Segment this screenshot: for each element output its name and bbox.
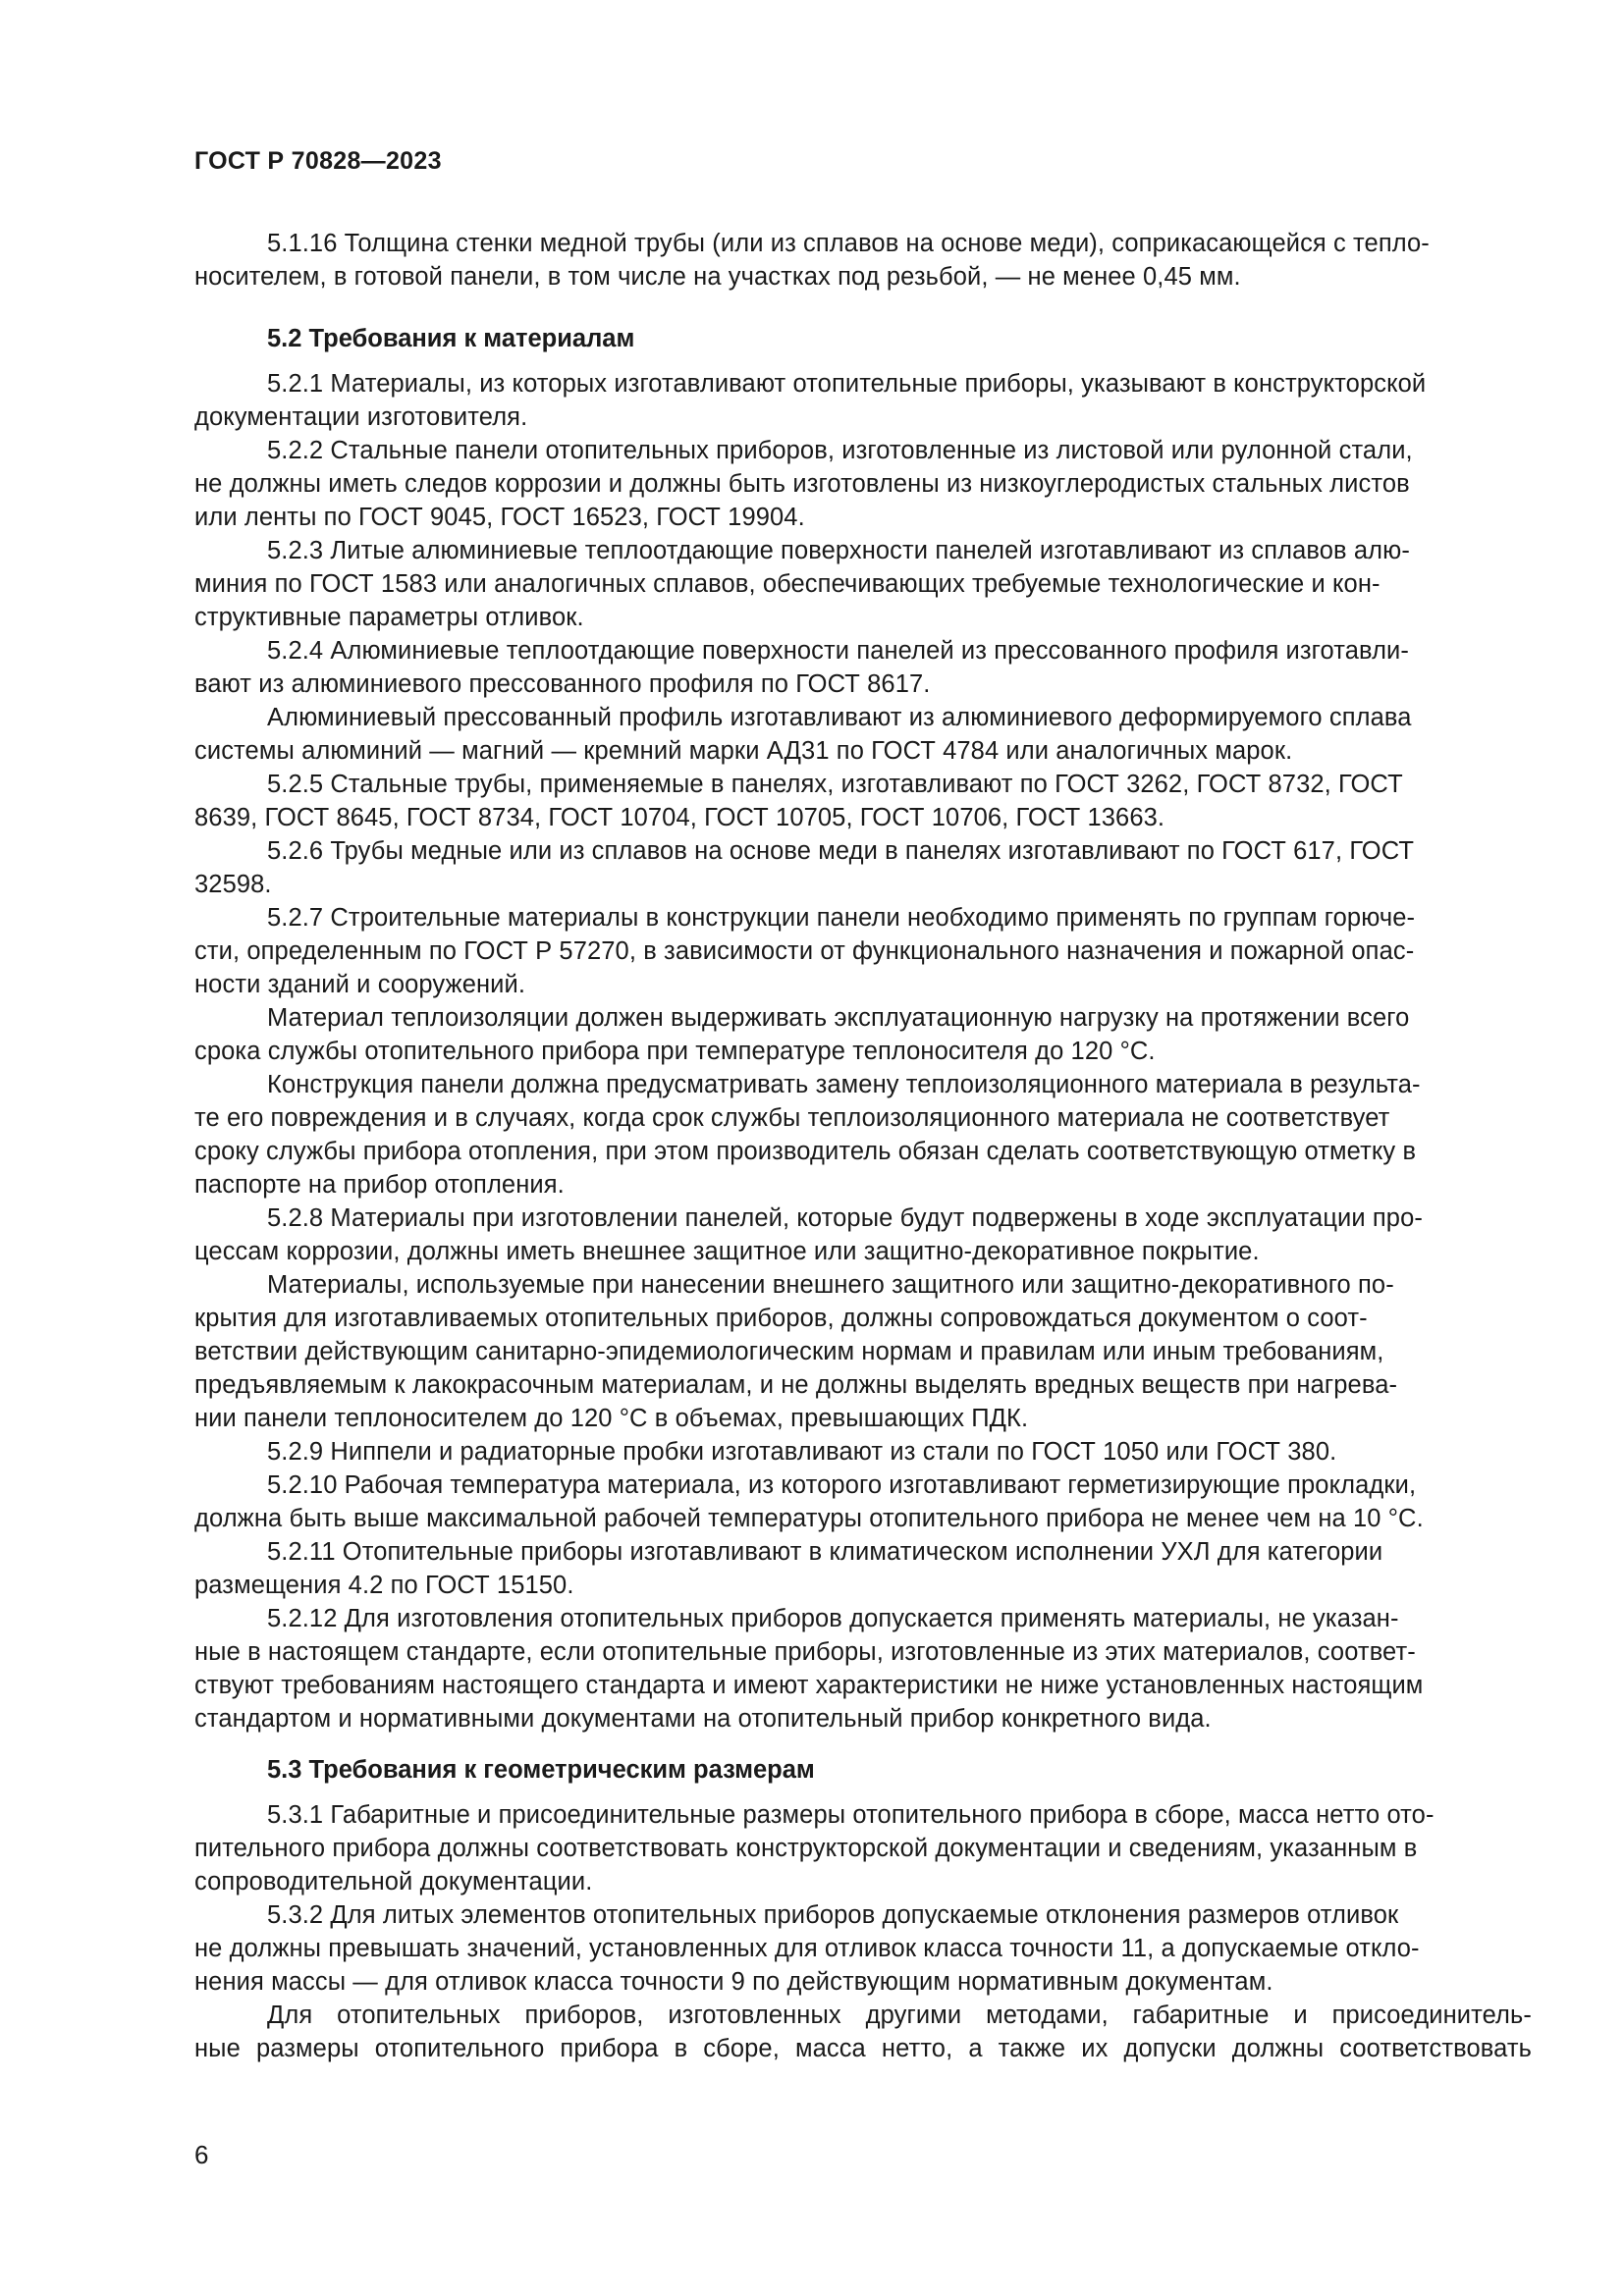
paragraph-5-1-16: 5.1.16 Толщина стенки медной трубы (или из сплавов на основе меди), соприкасающейся с тепло- носителем, в готовой панели, в том числе на участках под резьбой, — не менее 0,45 мм. <box>194 230 1430 291</box>
paragraph-5-2-8: 5.2.8 Материалы при изготовлении панелей, которые будут подвержены в ходе эксплуатации про- цессам коррозии, должны иметь внешнее защитное или защитно-декоративное покрытие. <box>194 1204 1423 1265</box>
paragraph-5-2-9: 5.2.9 Ниппели и радиаторные пробки изготавливают из стали по ГОСТ 1050 или ГОСТ 380. <box>267 1438 1337 1466</box>
document-id-header: ГОСТ Р 70828—2023 <box>194 147 442 175</box>
section-heading-5-2: 5.2 Требования к материалам <box>267 325 635 352</box>
paragraph-5-2-3: 5.2.3 Литые алюминиевые теплоотдающие поверхности панелей изготавливают из сплавов алю- миния по ГОСТ 1583 или аналогичных сплавов, обеспечивающих требуемые технологические и кон- структивные параметры отливок. <box>194 537 1410 631</box>
paragraph-5-2-7: 5.2.7 Строительные материалы в конструкции панели необходимо применять по группам горюче- сти, определенным по ГОСТ Р 57270, в зависимости от функционального назначения и пожарной опас- ности зданий и сооружений. <box>194 904 1416 998</box>
paragraph-5-3-1: 5.3.1 Габаритные и присоединительные размеры отопительного прибора в сборе, масса нетто ото- пительного прибора должны соответствовать конструкторской документации и сведениям, указанным в сопроводительной документации. <box>194 1801 1435 1896</box>
paragraph-5-2-10: 5.2.10 Рабочая температура материала, из которого изготавливают герметизирующие прокладки, должна быть выше максимальной рабочей температуры отопительного прибора не менее чем на 10 °С. <box>194 1471 1424 1532</box>
paragraph-5-2-6: 5.2.6 Трубы медные или из сплавов на основе меди в панелях изготавливают по ГОСТ 617, ГОСТ 32598. <box>194 837 1415 898</box>
paragraph-5-2-2: 5.2.2 Стальные панели отопительных приборов, изготовленные из листовой или рулонной стали, не должны иметь следов коррозии и должны быть изготовлены из низкоуглеродистых стальных листов или ленты по ГОСТ 9045, ГОСТ 16523, ГОСТ 19904. <box>194 437 1413 531</box>
paragraph-5-2-4-continued: Алюминиевый прессованный профиль изготавливают из алюминиевого деформируемого сплава системы алюминий — магний — кремний марки АД31 по ГОСТ 4784 или аналогичных марок. <box>194 704 1412 765</box>
paragraph-5-2-5: 5.2.5 Стальные трубы, применяемые в панелях, изготавливают по ГОСТ 3262, ГОСТ 8732, ГОСТ 8639, ГОСТ 8645, ГОСТ 8734, ГОСТ 10704, ГОСТ 10705, ГОСТ 10706, ГОСТ 13663. <box>194 771 1403 831</box>
page-number: 6 <box>194 2140 209 2169</box>
paragraph-5-3-2: 5.3.2 Для литых элементов отопительных приборов допускаемые отклонения размеров отливок не должны превышать значений, установленных для отливок класса точности 11, а допускаемые откло- нения массы — для отливок класса точности 9 по действующим нормативным документам. <box>194 1901 1420 1996</box>
paragraph-5-2-11: 5.2.11 Отопительные приборы изготавливают в климатическом исполнении УХЛ для категории размещения 4.2 по ГОСТ 15150. <box>194 1538 1383 1599</box>
paragraph-5-3-2-continued: Для отопительных приборов, изготовленных другими методами, габаритные и присоединитель- ные размеры отопительного прибора в сборе, масса нетто, а также их допуски должны соответствовать <box>194 2002 1532 2062</box>
paragraph-5-2-4: 5.2.4 Алюминиевые теплоотдающие поверхности панелей из прессованного профиля изготавли- вают из алюминиевого прессованного профиля по ГОСТ 8617. <box>194 637 1409 698</box>
paragraph-5-2-8-coatings: Материалы, используемые при нанесении внешнего защитного или защитно-декоративного по- крытия для изготавливаемых отопительных приборов, должны сопровождаться документом о соот- ветствии действующим санитарно-эпидемиологическим нормам и правилам или иным требованиям, предъявляемым к лакокрасочным материалам, и не должны выделять вредных веществ при нагрева- нии панели теплоносителем до 120 °С в объемах, превышающих ПДК. <box>194 1271 1398 1432</box>
paragraph-5-2-12: 5.2.12 Для изготовления отопительных приборов допускается применять материалы, не указан- ные в настоящем стандарте, если отопительные приборы, изготовленные из этих материалов, соответ- ствуют требованиям настоящего стандарта и имеют характеристики не ниже установленных настоящим стандартом и нормативными документами на отопительный прибор конкретного вида. <box>194 1605 1424 1733</box>
paragraph-5-2-7-insulation: Материал теплоизоляции должен выдерживать эксплуатационную нагрузку на протяжении всего срока службы отопительного прибора при температуре теплоносителя до 120 °С. <box>194 1004 1410 1065</box>
paragraph-5-2-1: 5.2.1 Материалы, из которых изготавливают отопительные приборы, указывают в конструкторской документации изготовителя. <box>194 370 1427 431</box>
paragraph-5-2-7-design: Конструкция панели должна предусматривать замену теплоизоляционного материала в результа- те его повреждения и в случаях, когда срок службы теплоизоляционного материала не соответствует сроку службы прибора отопления, при этом производитель обязан сделать соответствующую отметку в паспорте на прибор отопления. <box>194 1071 1421 1199</box>
section-heading-5-3: 5.3 Требования к геометрическим размерам <box>267 1756 815 1784</box>
